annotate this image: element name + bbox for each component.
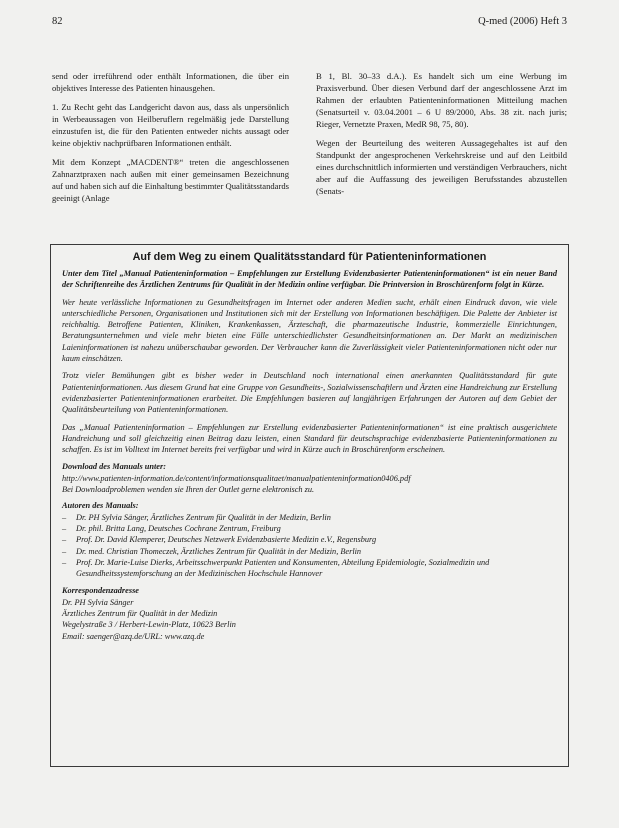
author-text: Prof. Dr. Marie-Luise Dierks, Arbeitsschwerpunkt Patienten und Konsumenten, Abteilung Epidemiologie, Sozialmedizin und Gesundheitssystemforschung an der Medizinischen Hochschule Hannover bbox=[76, 557, 490, 579]
info-box-lead: Unter dem Titel „Manual Patienteninformation – Empfehlungen zur Erstellung Evidenzbasierter Patienteninformationen“ ist ein neuer Band der Schriftenreihe des Ärztlichen Zentrums für Qualität in der Medizin online verfügbar. Die Printversion in Broschürenform folgt in Kürze. bbox=[62, 269, 557, 290]
paragraph: B 1, Bl. 30–33 d.A.). Es handelt sich um eine Werbung im Praxisverbund. Über diesen Verbund darf der angeschlossene Arzt im Rahmen der erlaubten Patienteninformationen Mitteilung machen (Senatsurteil v. 03.04.2001 – 6 U 89/2000, Abs. 38 zit. nach juris; Rieger, Vernetzte Praxen, MedR 98, 75, 80). bbox=[316, 71, 567, 129]
paragraph: Mit dem Konzept „MACDENT®“ treten die angeschlossenen Zahnarztpraxen nach außen mit einer gemeinsamen Bezeichnung auf und haben sich auf die Einhaltung bestimmter Qualitätsstandards geeinigt (Anlage bbox=[52, 157, 289, 203]
info-box-paragraph: Trotz vieler Bemühungen gibt es bisher weder in Deutschland noch international einen anerkannten Qualitätsstandard für gute Patienteninformationen. Aus diesem Grund hat eine Gruppe von Gesundheits-, Sozialwissenschaftlern und Ärzten eine Handreichung zur Erstellung evidenzbasierter Patienteninformationen erarbeitet. Die Empfehlungen basieren auf langjährigen Erfahrungen der Autoren auf dem Gebiet der Qualitätsbeurteilung von Patienteninformationen. bbox=[62, 371, 557, 415]
info-box bbox=[50, 244, 569, 767]
journal-reference: Q-med (2006) Heft 3 bbox=[478, 16, 567, 27]
author-item: – Prof. Dr. David Klemperer, Deutsches Netzwerk Evidenzbasierte Medizin e.V., Regensburg bbox=[62, 535, 377, 545]
correspondence-line: Wegelystraße 3 / Herbert-Lewin-Platz, 10623 Berlin bbox=[62, 620, 236, 630]
download-note: Bei Downloadproblemen wenden sie Ihren der Outlet gerne elektronisch zu. bbox=[62, 485, 315, 495]
right-text-column bbox=[316, 70, 567, 204]
info-box-paragraph: Wer heute verlässliche Informationen zu Gesundheitsfragen im Internet oder anderen Medien sucht, erhält einen Eindruck davon, wie viele unterschiedliche Personen, Organisationen und Institutionen sich mit der Erstellung von Informationen beschäftigen. Die Palette der Anbieter ist reichhaltig. Betroffene Patienten, Kliniken, Krankenkassen, Ärzteschaft, die pharmazeutische Industrie, kommerzielle Einrichtungen, Beratungsunternehmen und viele mehr bieten eine Fülle unterschiedlichster Gesundheitsinformationen an. Der Markt an medizinischen Laieninformationen ist nahezu unüberschaubar geworden. Der Verbraucher kann die Zuverlässigkeit vieler Patienteninformationen nicht oder nur kaum einschätzen. bbox=[62, 297, 557, 364]
author-text: Dr. phil. Britta Lang, Deutsches Cochrane Zentrum, Freiburg bbox=[76, 523, 281, 533]
paragraph: send oder irreführend oder enthält Informationen, die über ein objektives Interesse des Patienten hinausgehen. bbox=[52, 71, 289, 93]
info-box-title: Auf dem Weg zu einem Qualitätsstandard für Patienteninformationen bbox=[132, 251, 487, 263]
authors-heading: Autoren des Manuals: bbox=[62, 501, 139, 511]
download-url: http://www.patienten-information.de/content/informationsqualitaet/manualpatienteninformation0406.pdf bbox=[62, 473, 411, 483]
correspondence-line: Ärztliches Zentrum für Qualität in der Medizin bbox=[62, 609, 218, 619]
correspondence-line: Dr. PH Sylvia Sänger bbox=[62, 597, 134, 607]
left-text-column bbox=[52, 70, 289, 211]
author-text: Dr. med. Christian Thomeczek, Ärztliches Zentrum für Qualität in der Medizin, Berlin bbox=[76, 546, 362, 556]
paragraph: Wegen der Beurteilung des weiteren Aussagegehaltes ist auf den Standpunkt der angesprochenen Verkehrskreise und auf den Leitbild eines durchschnittlich informierten und verständigen Verbrauchers, nicht aber auf die Auffassung des jeweiligen Berufsstandes abzustellen (Senats- bbox=[316, 138, 567, 196]
correspondence-line: Email: saenger@azq.de/URL: www.azq.de bbox=[62, 631, 205, 641]
info-box-paragraph: Das „Manual Patienteninformation – Empfehlungen zur Erstellung evidenzbasierter Patienteninformationen“ ist eine praktisch ausgerichtete Handreichung und soll gleichzeitig einen Beitrag dazu leisten, einen Standard für deutschsprachige evidenzbasierte Patienteninformationen zu schaffen. Es ist im Volltext im Internet bereits frei verfügbar und wird in Kürze auch in Broschürenform erscheinen. bbox=[62, 422, 557, 455]
author-item: – Prof. Dr. Marie-Luise Dierks, Arbeitsschwerpunkt Patienten und Konsumenten, Abteilung Epidemiologie, Sozialmedizin und Gesundheitssystemforschung an der Medizinischen Hochschule Hannover bbox=[62, 557, 490, 579]
paragraph: 1. Zu Recht geht das Landgericht davon aus, dass als unpersönlich in Werbeaussagen von Heilberuflern regelmäßig jede Darstellung einzustufen ist, die für den Patienten entweder nichts aussagt oder keine objektiv nachprüfbaren Informationen enthält. bbox=[52, 102, 289, 148]
correspondence-heading: Korrespondenzadresse bbox=[62, 586, 139, 596]
author-item: – Dr. phil. Britta Lang, Deutsches Cochrane Zentrum, Freiburg bbox=[62, 523, 281, 533]
author-item: – Dr. PH Sylvia Sänger, Ärztliches Zentrum für Qualität in der Medizin, Berlin bbox=[62, 512, 331, 522]
download-heading: Download des Manuals unter: bbox=[62, 462, 166, 472]
page-number: 82 bbox=[52, 16, 63, 27]
page-header bbox=[52, 16, 567, 30]
authors-list bbox=[62, 512, 557, 580]
author-text: Prof. Dr. David Klemperer, Deutsches Netzwerk Evidenzbasierte Medizin e.V., Regensburg bbox=[76, 535, 377, 545]
author-item: – Dr. med. Christian Thomeczek, Ärztliches Zentrum für Qualität in der Medizin, Berlin bbox=[62, 546, 362, 556]
author-text: Dr. PH Sylvia Sänger, Ärztliches Zentrum für Qualität in der Medizin, Berlin bbox=[76, 512, 331, 522]
